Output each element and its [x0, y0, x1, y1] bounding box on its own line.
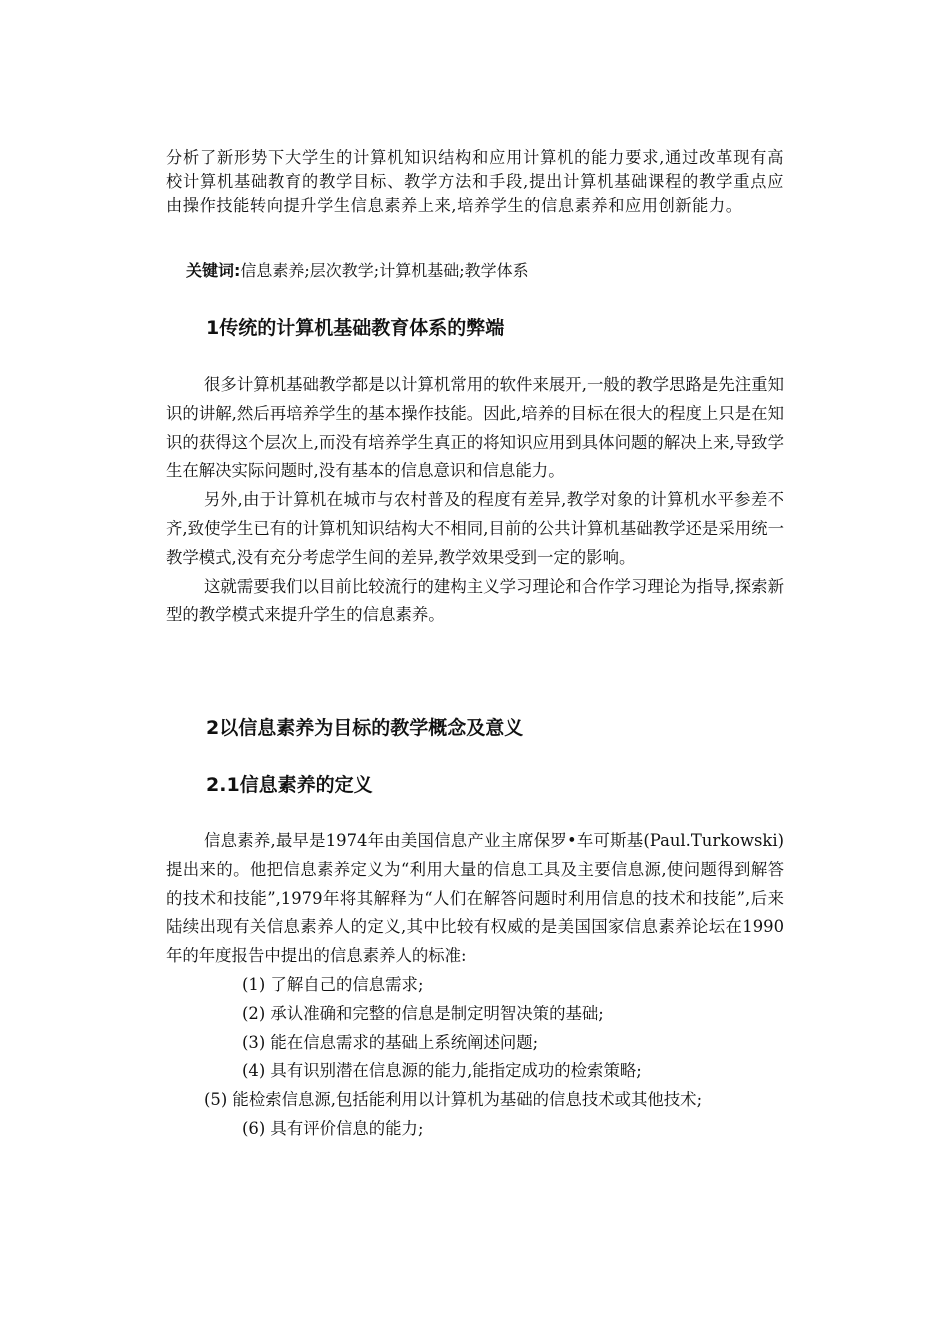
section-1-paragraph-2: 另外,由于计算机在城市与农村普及的程度有差异,教学对象的计算机水平参差不齐,致使学生已有的计算机知识结构大不相同,目前的公共计算机基础教学还是采用统一教学模式,没有充分考虑学生间的差异,教学效果受到一定的影响。	[166, 490, 784, 567]
section-1-body	[166, 371, 784, 630]
keywords-line	[186, 259, 529, 283]
section-1-paragraph-1: 很多计算机基础教学都是以计算机常用的软件来展开,一般的教学思路是先注重知识的讲解,然后再培养学生的基本操作技能。因此,培养的目标在很大的程度上只是在知识的获得这个层次上,而没有培养学生真正的将知识应用到具体问题的解决上来,导致学生在解决实际问题时,没有基本的信息意识和信息能力。	[166, 375, 784, 481]
section-1-paragraph-3: 这就需要我们以目前比较流行的建构主义学习理论和合作学习理论为指导,探索新型的教学模式来提升学生的信息素养。	[166, 576, 784, 625]
standard-list-item-2: (2) 承认准确和完整的信息是制定明智决策的基础;	[242, 1003, 604, 1023]
standard-list-item-5: (5) 能检索信息源,包括能利用以计算机为基础的信息技术或其他技术;	[204, 1090, 703, 1110]
standard-list-item-1: (1) 了解自己的信息需求;	[242, 974, 424, 994]
section-2-1-paragraph: 信息素养,最早是1974年由美国信息产业主席保罗•车可斯基(Paul.Turkowski)提出来的。他把信息素养定义为“利用大量的信息工具及主要信息源,使问题得到解答的技术和技能”,1979年将其解释为“人们在解答问题时利用信息的技术和技能”,后来陆续出现有关信息素养人的定义,其中比较有权威的是美国国家信息素养论坛在1990年的年度报告中提出的信息素养人的标准:	[166, 831, 784, 966]
standard-list-item-3: (3) 能在信息需求的基础上系统阐述问题;	[242, 1032, 539, 1052]
section-2-1-heading: 2.1信息素养的定义	[206, 774, 373, 796]
keywords-label: 关键词:	[186, 261, 241, 280]
standard-list-item-6: (6) 具有评价信息的能力;	[242, 1118, 424, 1138]
section-2-heading: 2以信息素养为目标的教学概念及意义	[206, 717, 524, 739]
keywords-text: 信息素养;层次教学;计算机基础;教学体系	[240, 261, 529, 280]
section-1-heading: 1传统的计算机基础教育体系的弊端	[206, 317, 505, 339]
abstract-text: 分析了新形势下大学生的计算机知识结构和应用计算机的能力要求,通过改革现有高校计算机基础教育的教学目标、教学方法和手段,提出计算机基础课程的教学重点应由操作技能转向提升学生信息素养上来,培养学生的信息素养和应用创新能力。	[166, 148, 784, 215]
section-2-1-body	[166, 827, 784, 1144]
standard-list-item-4: (4) 具有识别潜在信息源的能力,能指定成功的检索策略;	[242, 1061, 642, 1081]
